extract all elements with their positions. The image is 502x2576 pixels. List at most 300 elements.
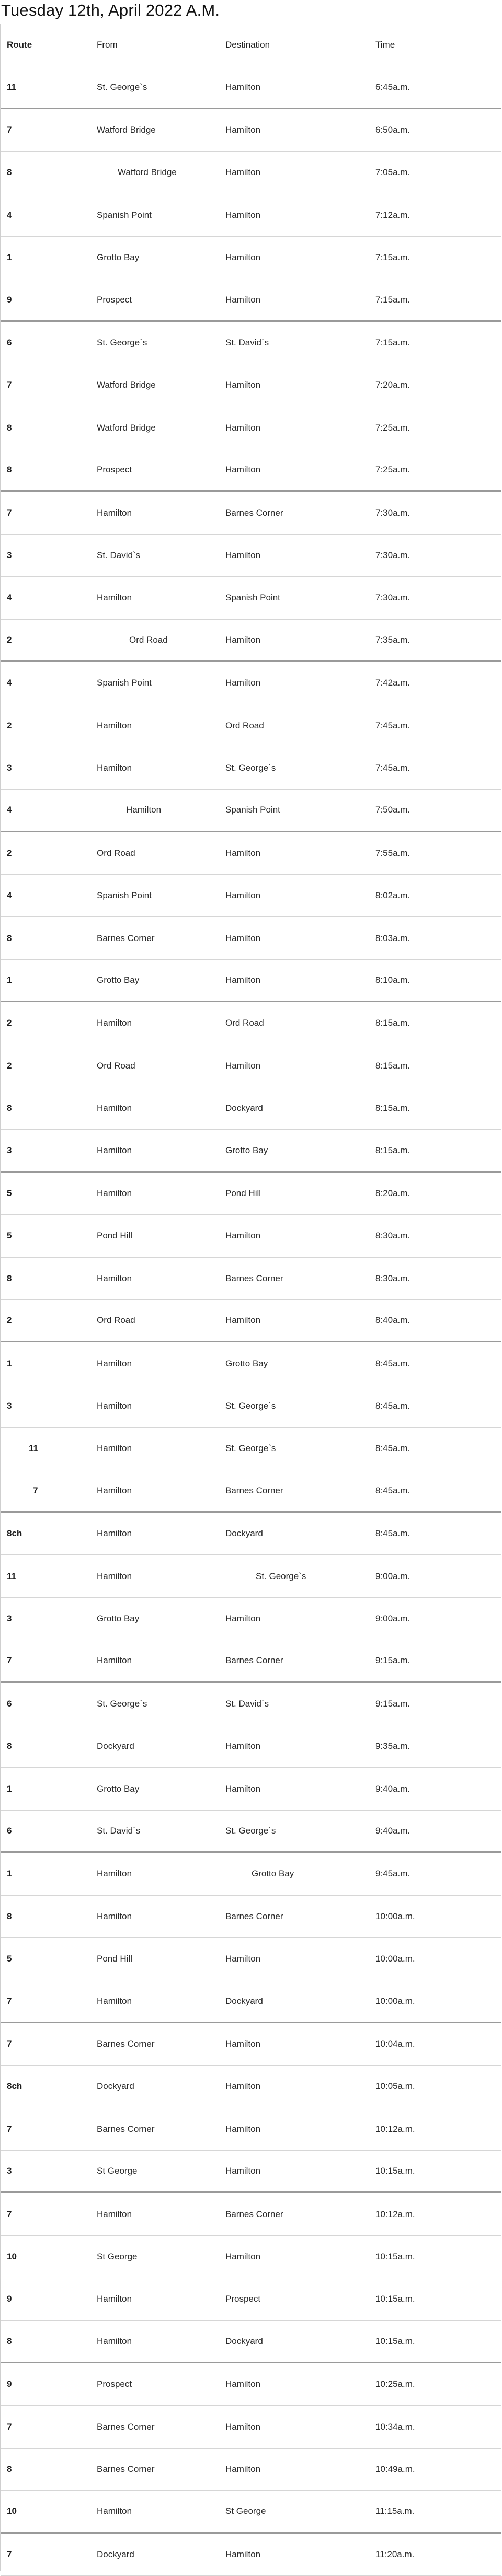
table-row bbox=[1, 194, 501, 237]
from-cell: St. George`s bbox=[97, 82, 147, 92]
destination-cell: Hamilton bbox=[225, 1231, 261, 1241]
time-cell: 9:15a.m. bbox=[375, 1698, 410, 1709]
table-row bbox=[1, 790, 501, 832]
table-row bbox=[1, 1342, 501, 1385]
destination-cell: Hamilton bbox=[225, 890, 261, 901]
destination-cell: St George bbox=[225, 2506, 266, 2516]
column-header-from: From bbox=[97, 40, 118, 50]
route-cell: 7 bbox=[33, 1485, 38, 1495]
destination-cell: Hamilton bbox=[225, 2166, 261, 2176]
from-cell: St. George`s bbox=[97, 337, 147, 347]
route-cell: 1 bbox=[7, 974, 12, 985]
route-cell: 5 bbox=[7, 1954, 12, 1964]
route-cell: 2 bbox=[7, 1018, 12, 1028]
route-cell: 3 bbox=[7, 1400, 12, 1411]
table-row bbox=[1, 2321, 501, 2363]
table-row bbox=[1, 1683, 501, 1725]
time-cell: 6:45a.m. bbox=[375, 82, 410, 92]
time-cell: 7:50a.m. bbox=[375, 805, 410, 815]
route-cell: 7 bbox=[7, 1995, 12, 2006]
route-cell: 7 bbox=[7, 2549, 12, 2559]
destination-cell: Hamilton bbox=[225, 1315, 261, 1326]
time-cell: 8:15a.m. bbox=[375, 1145, 410, 1155]
route-cell: 3 bbox=[7, 1145, 12, 1155]
from-cell: Prospect bbox=[97, 294, 132, 305]
route-cell: 9 bbox=[7, 294, 12, 305]
destination-cell: Barnes Corner bbox=[225, 1273, 283, 1283]
from-cell: Hamilton bbox=[97, 1571, 132, 1581]
destination-cell: Hamilton bbox=[225, 294, 261, 305]
from-cell: Grotto Bay bbox=[97, 1783, 140, 1794]
time-cell: 10:00a.m. bbox=[375, 1911, 415, 1921]
table-row bbox=[1, 1300, 501, 1342]
from-cell: Barnes Corner bbox=[97, 933, 155, 943]
route-cell: 1 bbox=[7, 1358, 12, 1368]
destination-cell: Ord Road bbox=[225, 1018, 264, 1028]
destination-cell: Hamilton bbox=[225, 1954, 261, 1964]
from-cell: St. David`s bbox=[97, 550, 141, 560]
table-row bbox=[1, 322, 501, 364]
route-cell: 6 bbox=[7, 1825, 12, 1836]
destination-cell: Hamilton bbox=[225, 2549, 261, 2559]
time-cell: 7:45a.m. bbox=[375, 720, 410, 730]
from-cell: Hamilton bbox=[97, 1911, 132, 1921]
time-cell: 7:15a.m. bbox=[375, 252, 410, 263]
table-row bbox=[1, 620, 501, 662]
table-row bbox=[1, 2236, 501, 2278]
table-row bbox=[1, 2066, 501, 2108]
route-cell: 6 bbox=[7, 337, 12, 347]
table-row bbox=[1, 449, 501, 492]
from-cell: Hamilton bbox=[97, 1273, 132, 1283]
table-row bbox=[1, 2449, 501, 2491]
time-cell: 10:34a.m. bbox=[375, 2421, 415, 2432]
table-row bbox=[1, 1258, 501, 1300]
route-cell: 2 bbox=[7, 1315, 12, 1326]
route-cell: 8 bbox=[7, 1911, 12, 1921]
destination-cell: Hamilton bbox=[225, 2379, 261, 2389]
route-cell: 11 bbox=[7, 1571, 16, 1581]
route-cell: 10 bbox=[7, 2506, 17, 2516]
table-row bbox=[1, 1130, 501, 1172]
route-cell: 8 bbox=[7, 167, 12, 178]
time-cell: 7:20a.m. bbox=[375, 380, 410, 390]
route-cell: 8 bbox=[7, 465, 12, 475]
time-cell: 8:45a.m. bbox=[375, 1400, 410, 1411]
table-row bbox=[1, 2278, 501, 2320]
route-cell: 5 bbox=[7, 1188, 12, 1198]
from-cell: Barnes Corner bbox=[97, 2038, 155, 2049]
time-cell: 9:45a.m. bbox=[375, 1869, 410, 1879]
table-row bbox=[1, 2491, 501, 2533]
table-row bbox=[1, 1470, 501, 1513]
time-cell: 10:12a.m. bbox=[375, 2124, 415, 2134]
destination-cell: St. George`s bbox=[225, 1400, 276, 1411]
from-cell: Dockyard bbox=[97, 2549, 134, 2559]
destination-cell: Hamilton bbox=[225, 210, 261, 220]
time-cell: 8:45a.m. bbox=[375, 1528, 410, 1539]
route-cell: 1 bbox=[7, 252, 12, 263]
from-cell: Hamilton bbox=[97, 720, 132, 730]
time-cell: 7:30a.m. bbox=[375, 507, 410, 518]
time-cell: 10:05a.m. bbox=[375, 2081, 415, 2092]
from-cell: Hamilton bbox=[97, 2294, 132, 2304]
from-cell: Hamilton bbox=[97, 1443, 132, 1454]
time-cell: 11:15a.m. bbox=[375, 2506, 415, 2516]
route-cell: 7 bbox=[7, 1655, 12, 1666]
from-cell: Hamilton bbox=[97, 507, 132, 518]
table-row bbox=[1, 364, 501, 407]
destination-cell: Barnes Corner bbox=[225, 2209, 283, 2219]
table-row bbox=[1, 2534, 501, 2576]
from-cell: Grotto Bay bbox=[97, 252, 140, 263]
destination-cell: Prospect bbox=[225, 2294, 261, 2304]
destination-cell: Hamilton bbox=[225, 848, 261, 858]
time-cell: 8:45a.m. bbox=[375, 1443, 410, 1454]
from-cell: Prospect bbox=[97, 465, 132, 475]
destination-cell: St. George`s bbox=[225, 762, 276, 773]
route-cell: 10 bbox=[7, 2251, 17, 2261]
from-cell: Watford Bridge bbox=[97, 422, 156, 433]
from-cell: St. David`s bbox=[97, 1825, 141, 1836]
from-cell: Spanish Point bbox=[97, 890, 152, 901]
destination-cell: Hamilton bbox=[225, 634, 261, 645]
destination-cell: Barnes Corner bbox=[225, 507, 283, 518]
from-cell: Barnes Corner bbox=[97, 2421, 155, 2432]
time-cell: 7:45a.m. bbox=[375, 762, 410, 773]
from-cell: Grotto Bay bbox=[97, 974, 140, 985]
table-row bbox=[1, 279, 501, 321]
destination-cell: Pond Hill bbox=[225, 1188, 261, 1198]
destination-cell: Grotto Bay bbox=[225, 1145, 268, 1155]
destination-cell: St. David`s bbox=[225, 337, 269, 347]
time-cell: 10:00a.m. bbox=[375, 1995, 415, 2006]
from-cell: Prospect bbox=[97, 2379, 132, 2389]
from-cell: Grotto Bay bbox=[97, 1613, 140, 1623]
destination-cell: Hamilton bbox=[225, 550, 261, 560]
destination-cell: Hamilton bbox=[225, 422, 261, 433]
destination-cell: Hamilton bbox=[225, 252, 261, 263]
destination-cell: Hamilton bbox=[225, 1783, 261, 1794]
time-cell: 8:45a.m. bbox=[375, 1358, 410, 1368]
from-cell: Spanish Point bbox=[97, 210, 152, 220]
destination-cell: Grotto Bay bbox=[225, 1358, 268, 1368]
from-cell: Pond Hill bbox=[97, 1954, 133, 1964]
table-row bbox=[1, 1555, 501, 1597]
time-cell: 8:30a.m. bbox=[375, 1231, 410, 1241]
table-row bbox=[1, 875, 501, 917]
table-row bbox=[1, 152, 501, 194]
time-cell: 7:30a.m. bbox=[375, 550, 410, 560]
from-cell: Ord Road bbox=[97, 1060, 135, 1071]
destination-cell: Hamilton bbox=[225, 1613, 261, 1623]
route-cell: 4 bbox=[7, 593, 12, 603]
time-cell: 10:15a.m. bbox=[375, 2166, 415, 2176]
route-cell: 7 bbox=[7, 124, 12, 135]
time-cell: 8:02a.m. bbox=[375, 890, 410, 901]
destination-cell: Hamilton bbox=[225, 465, 261, 475]
route-cell: 8 bbox=[7, 1741, 12, 1751]
table-row bbox=[1, 1513, 501, 1555]
destination-cell: St. George`s bbox=[225, 1825, 276, 1836]
destination-cell: Hamilton bbox=[225, 82, 261, 92]
time-cell: 10:25a.m. bbox=[375, 2379, 415, 2389]
table-row bbox=[1, 109, 501, 152]
from-cell: St George bbox=[97, 2251, 138, 2261]
time-cell: 7:15a.m. bbox=[375, 294, 410, 305]
from-cell: Hamilton bbox=[97, 1400, 132, 1411]
route-cell: 4 bbox=[7, 890, 12, 901]
destination-cell: Dockyard bbox=[225, 2336, 263, 2346]
destination-cell: Hamilton bbox=[225, 124, 261, 135]
table-row bbox=[1, 1640, 501, 1682]
route-cell: 8 bbox=[7, 1273, 12, 1283]
route-cell: 8ch bbox=[7, 1528, 22, 1539]
time-cell: 7:25a.m. bbox=[375, 422, 410, 433]
from-cell: Hamilton bbox=[97, 1018, 132, 1028]
from-cell: Watford Bridge bbox=[118, 167, 177, 178]
from-cell: Watford Bridge bbox=[97, 380, 156, 390]
table-row bbox=[1, 832, 501, 875]
time-cell: 9:15a.m. bbox=[375, 1655, 410, 1666]
from-cell: Hamilton bbox=[97, 1358, 132, 1368]
table-row bbox=[1, 1811, 501, 1853]
destination-cell: Hamilton bbox=[225, 678, 261, 688]
from-cell: Pond Hill bbox=[97, 1231, 133, 1241]
from-cell: Dockyard bbox=[97, 1741, 134, 1751]
time-cell: 10:00a.m. bbox=[375, 1954, 415, 1964]
from-cell: Hamilton bbox=[97, 1869, 132, 1879]
table-row bbox=[1, 1896, 501, 1938]
table-row bbox=[1, 1598, 501, 1640]
time-cell: 8:15a.m. bbox=[375, 1018, 410, 1028]
from-cell: Hamilton bbox=[126, 805, 162, 815]
route-cell: 6 bbox=[7, 1698, 12, 1709]
column-header-destination: Destination bbox=[225, 40, 270, 50]
table-header-row bbox=[1, 24, 501, 66]
table-row bbox=[1, 1725, 501, 1768]
time-cell: 8:20a.m. bbox=[375, 1188, 410, 1198]
time-cell: 7:15a.m. bbox=[375, 337, 410, 347]
table-row bbox=[1, 1215, 501, 1257]
route-cell: 7 bbox=[7, 2421, 12, 2432]
table-row bbox=[1, 747, 501, 790]
table-row bbox=[1, 2193, 501, 2235]
table-row bbox=[1, 1002, 501, 1045]
destination-cell: Hamilton bbox=[225, 2464, 261, 2474]
route-cell: 2 bbox=[7, 848, 12, 858]
time-cell: 11:20a.m. bbox=[375, 2549, 415, 2559]
column-header-route: Route bbox=[7, 40, 32, 50]
destination-cell: Hamilton bbox=[225, 2081, 261, 2092]
time-cell: 10:15a.m. bbox=[375, 2336, 415, 2346]
time-cell: 8:30a.m. bbox=[375, 1273, 410, 1283]
from-cell: Ord Road bbox=[97, 1315, 135, 1326]
time-cell: 10:49a.m. bbox=[375, 2464, 415, 2474]
from-cell: Hamilton bbox=[97, 593, 132, 603]
destination-cell: Spanish Point bbox=[225, 593, 280, 603]
from-cell: Ord Road bbox=[129, 634, 168, 645]
route-cell: 8 bbox=[7, 2336, 12, 2346]
time-cell: 7:35a.m. bbox=[375, 634, 410, 645]
route-cell: 7 bbox=[7, 2209, 12, 2219]
table-row bbox=[1, 2108, 501, 2151]
route-cell: 8 bbox=[7, 1103, 12, 1113]
table-row bbox=[1, 1980, 501, 2023]
route-cell: 7 bbox=[7, 2038, 12, 2049]
time-cell: 9:40a.m. bbox=[375, 1825, 410, 1836]
table-row bbox=[1, 1385, 501, 1428]
destination-cell: Grotto Bay bbox=[252, 1869, 294, 1879]
from-cell: Watford Bridge bbox=[97, 124, 156, 135]
from-cell: Spanish Point bbox=[97, 678, 152, 688]
route-cell: 7 bbox=[7, 2124, 12, 2134]
destination-cell: Dockyard bbox=[225, 1528, 263, 1539]
destination-cell: Hamilton bbox=[225, 2038, 261, 2049]
route-cell: 2 bbox=[7, 1060, 12, 1071]
destination-cell: St. David`s bbox=[225, 1698, 269, 1709]
route-cell: 3 bbox=[7, 1613, 12, 1623]
table-row bbox=[1, 1045, 501, 1087]
from-cell: Hamilton bbox=[97, 1103, 132, 1113]
route-cell: 1 bbox=[7, 1869, 12, 1879]
from-cell: Hamilton bbox=[97, 762, 132, 773]
route-cell: 2 bbox=[7, 634, 12, 645]
table-row bbox=[1, 960, 501, 1002]
table-row bbox=[1, 2406, 501, 2448]
route-cell: 8 bbox=[7, 933, 12, 943]
route-cell: 4 bbox=[7, 678, 12, 688]
from-cell: St George bbox=[97, 2166, 138, 2176]
route-cell: 11 bbox=[7, 82, 16, 92]
route-cell: 2 bbox=[7, 720, 12, 730]
time-cell: 8:40a.m. bbox=[375, 1315, 410, 1326]
time-cell: 7:30a.m. bbox=[375, 593, 410, 603]
time-cell: 9:40a.m. bbox=[375, 1783, 410, 1794]
route-cell: 4 bbox=[7, 210, 12, 220]
time-cell: 8:45a.m. bbox=[375, 1485, 410, 1495]
time-cell: 8:10a.m. bbox=[375, 974, 410, 985]
route-cell: 7 bbox=[7, 507, 12, 518]
from-cell: Barnes Corner bbox=[97, 2464, 155, 2474]
time-cell: 10:15a.m. bbox=[375, 2294, 415, 2304]
route-cell: 7 bbox=[7, 380, 12, 390]
from-cell: St. George`s bbox=[97, 1698, 147, 1709]
table-row bbox=[1, 407, 501, 449]
table-row bbox=[1, 2363, 501, 2406]
time-cell: 8:15a.m. bbox=[375, 1060, 410, 1071]
route-cell: 3 bbox=[7, 2166, 12, 2176]
table-row bbox=[1, 1768, 501, 1810]
route-cell: 4 bbox=[7, 805, 12, 815]
time-cell: 10:12a.m. bbox=[375, 2209, 415, 2219]
table-row bbox=[1, 535, 501, 577]
time-cell: 8:15a.m. bbox=[375, 1103, 410, 1113]
destination-cell: Hamilton bbox=[225, 974, 261, 985]
destination-cell: Spanish Point bbox=[225, 805, 280, 815]
destination-cell: Hamilton bbox=[225, 933, 261, 943]
from-cell: Barnes Corner bbox=[97, 2124, 155, 2134]
table-row bbox=[1, 492, 501, 534]
time-cell: 8:03a.m. bbox=[375, 933, 410, 943]
from-cell: Hamilton bbox=[97, 2506, 132, 2516]
destination-cell: Hamilton bbox=[225, 1741, 261, 1751]
time-cell: 9:35a.m. bbox=[375, 1741, 410, 1751]
destination-cell: Barnes Corner bbox=[225, 1485, 283, 1495]
from-cell: Hamilton bbox=[97, 1995, 132, 2006]
route-cell: 11 bbox=[29, 1443, 38, 1454]
from-cell: Hamilton bbox=[97, 1188, 132, 1198]
table-row bbox=[1, 662, 501, 704]
destination-cell: St. George`s bbox=[225, 1443, 276, 1454]
destination-cell: Hamilton bbox=[225, 167, 261, 178]
from-cell: Hamilton bbox=[97, 1528, 132, 1539]
table-row bbox=[1, 2023, 501, 2066]
table-row bbox=[1, 1087, 501, 1130]
table-row bbox=[1, 1428, 501, 1470]
table-row bbox=[1, 917, 501, 959]
time-cell: 9:00a.m. bbox=[375, 1571, 410, 1581]
table-row bbox=[1, 2151, 501, 2193]
destination-cell: Hamilton bbox=[225, 380, 261, 390]
from-cell: Ord Road bbox=[97, 848, 135, 858]
route-cell: 5 bbox=[7, 1231, 12, 1241]
destination-cell: Dockyard bbox=[225, 1995, 263, 2006]
destination-cell: Barnes Corner bbox=[225, 1911, 283, 1921]
column-header-time: Time bbox=[375, 40, 395, 50]
page-title: Tuesday 12th, April 2022 A.M. bbox=[1, 1, 220, 19]
from-cell: Hamilton bbox=[97, 1145, 132, 1155]
destination-cell: Dockyard bbox=[225, 1103, 263, 1113]
time-cell: 9:00a.m. bbox=[375, 1613, 410, 1623]
table-row bbox=[1, 1853, 501, 1895]
table-row bbox=[1, 237, 501, 279]
time-cell: 7:25a.m. bbox=[375, 465, 410, 475]
from-cell: Dockyard bbox=[97, 2081, 134, 2092]
table-row bbox=[1, 1173, 501, 1215]
destination-cell: St. George`s bbox=[256, 1571, 306, 1581]
route-cell: 3 bbox=[7, 762, 12, 773]
time-cell: 7:42a.m. bbox=[375, 678, 410, 688]
time-cell: 10:15a.m. bbox=[375, 2251, 415, 2261]
time-cell: 7:55a.m. bbox=[375, 848, 410, 858]
from-cell: Hamilton bbox=[97, 1655, 132, 1666]
route-cell: 8 bbox=[7, 422, 12, 433]
destination-cell: Hamilton bbox=[225, 2421, 261, 2432]
route-cell: 8 bbox=[7, 2464, 12, 2474]
route-cell: 3 bbox=[7, 550, 12, 560]
table-row bbox=[1, 1938, 501, 1980]
schedule-table bbox=[0, 24, 501, 2571]
destination-cell: Barnes Corner bbox=[225, 1655, 283, 1666]
time-cell: 6:50a.m. bbox=[375, 124, 410, 135]
time-cell: 7:12a.m. bbox=[375, 210, 410, 220]
route-cell: 9 bbox=[7, 2379, 12, 2389]
table-row bbox=[1, 66, 501, 109]
destination-cell: Hamilton bbox=[225, 2251, 261, 2261]
time-cell: 7:05a.m. bbox=[375, 167, 410, 178]
from-cell: Hamilton bbox=[97, 2336, 132, 2346]
destination-cell: Hamilton bbox=[225, 1060, 261, 1071]
table-row bbox=[1, 704, 501, 747]
from-cell: Hamilton bbox=[97, 1485, 132, 1495]
time-cell: 10:04a.m. bbox=[375, 2038, 415, 2049]
destination-cell: Hamilton bbox=[225, 2124, 261, 2134]
destination-cell: Ord Road bbox=[225, 720, 264, 730]
route-cell: 8ch bbox=[7, 2081, 22, 2092]
from-cell: Hamilton bbox=[97, 2209, 132, 2219]
table-row bbox=[1, 577, 501, 619]
